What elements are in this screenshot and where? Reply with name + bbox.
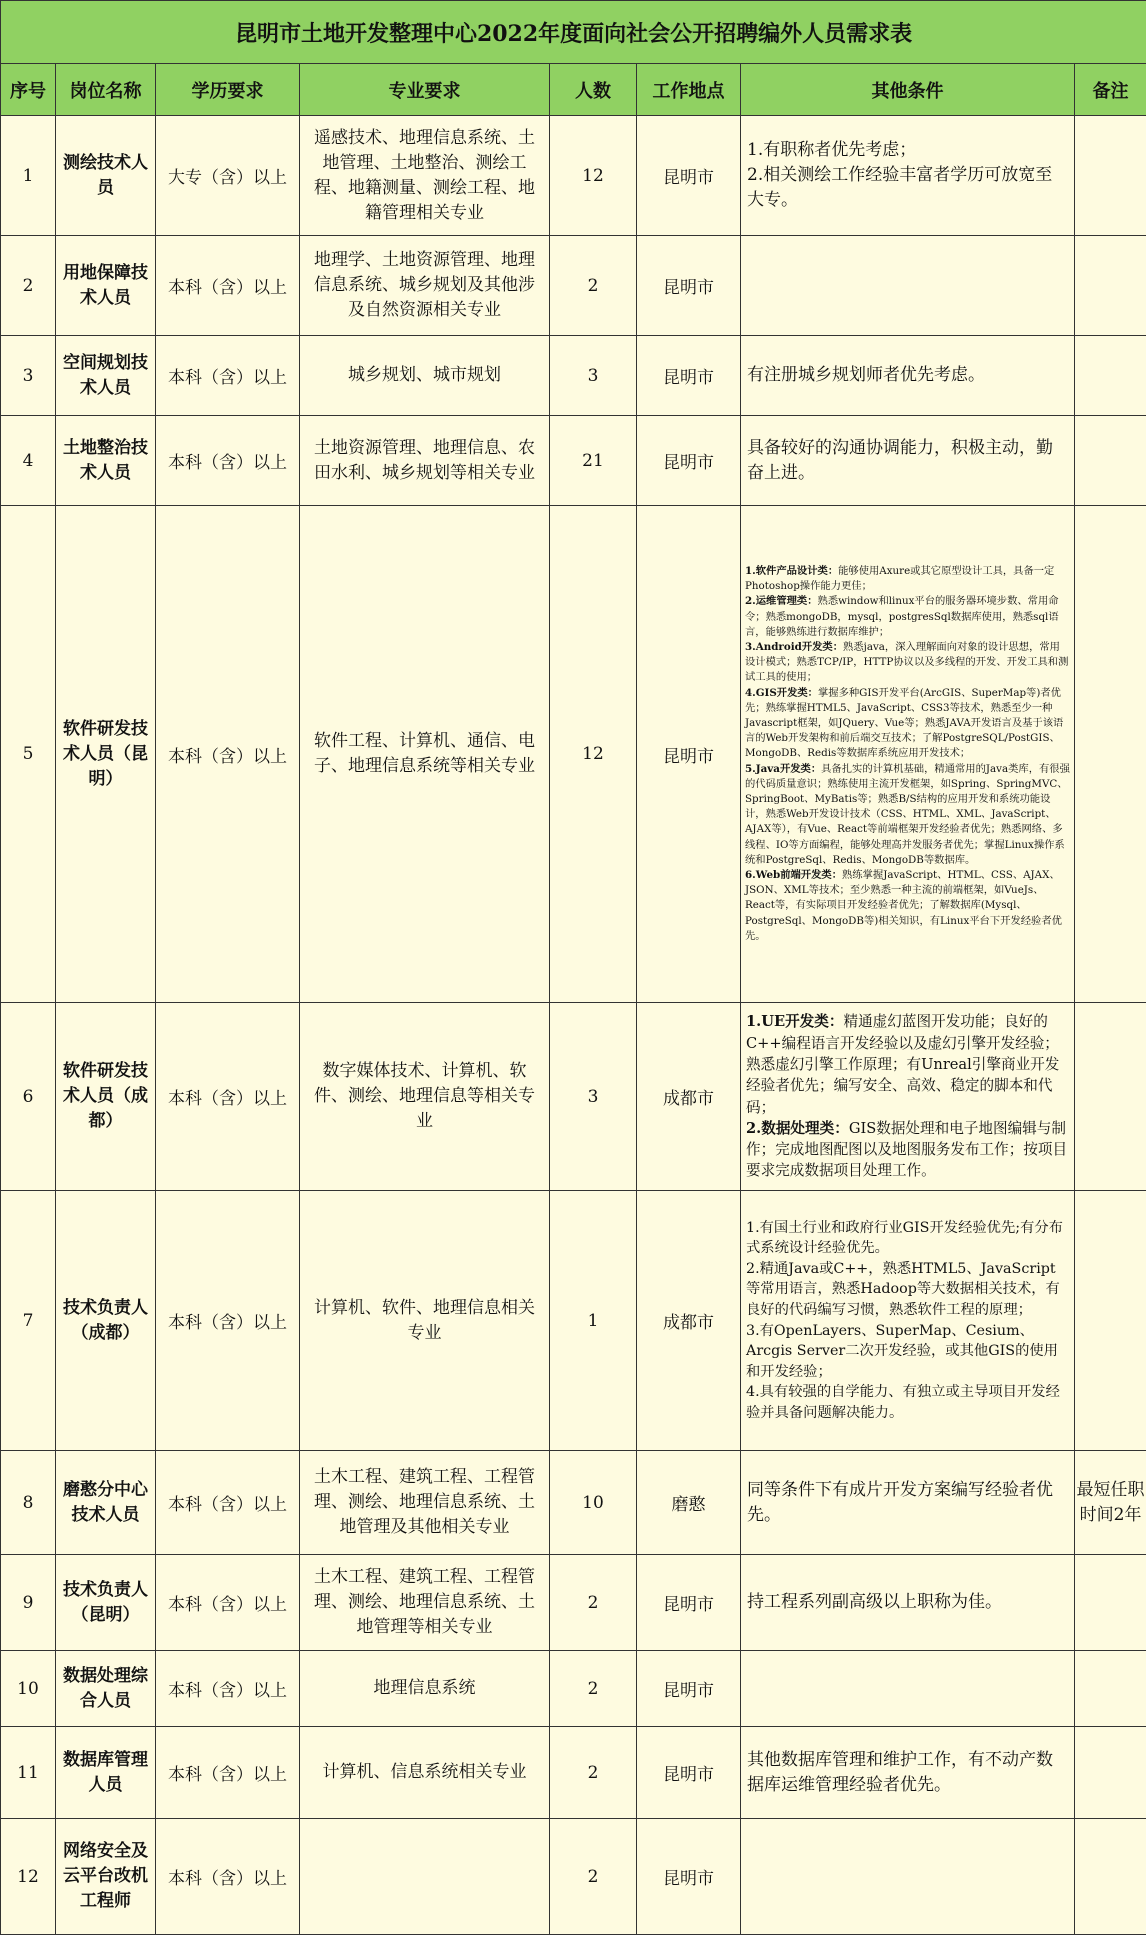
cell-no: 3 [1, 336, 56, 416]
cell-no: 6 [1, 1003, 56, 1191]
cell-no: 5 [1, 506, 56, 1003]
cell-major: 地理信息系统 [300, 1651, 550, 1727]
cell-no: 8 [1, 1451, 56, 1555]
cell-position: 测绘技术人员 [56, 116, 156, 236]
cell-other [741, 1003, 1075, 1191]
cell-education: 本科（含）以上 [156, 1727, 300, 1819]
table-row [1, 1003, 1146, 1191]
cell-education: 本科（含）以上 [156, 1819, 300, 1935]
other-line: 3.有OpenLayers、SuperMap、Cesium、Arcgis Server二次开发经验，或其他GIS的使用和开发经验； [746, 1322, 1058, 1380]
other-item [745, 640, 1070, 686]
cell-location: 昆明市 [637, 416, 741, 506]
cell-count: 12 [550, 506, 637, 1003]
header-position: 岗位名称 [56, 64, 156, 116]
cell-location: 昆明市 [637, 336, 741, 416]
cell-location: 昆明市 [637, 1555, 741, 1651]
table-row [1, 1819, 1146, 1935]
cell-major: 计算机、信息系统相关专业 [300, 1727, 550, 1819]
other-line: 2.精通Java或C++，熟悉HTML5、JavaScript等常用语言，熟悉Hadoop等大数据相关技术，有良好的代码编写习惯，熟悉软件工程的原理； [746, 1260, 1060, 1318]
cell-count: 2 [550, 1651, 637, 1727]
other-line: 持工程系列副高级以上职称为佳。 [747, 1592, 1002, 1612]
other-item-label: 2.数据处理类： [746, 1119, 849, 1137]
other-item-text: 熟悉window和linux平台的服务器环境步数、常用命令；熟悉mongoDB，mysql，postgresSql数据库使用，熟悉sql语言，能够熟练进行数据库维护； [745, 595, 1059, 638]
cell-note [1075, 506, 1146, 1003]
cell-other [741, 236, 1075, 336]
header-education: 学历要求 [156, 64, 300, 116]
cell-note [1075, 236, 1146, 336]
other-item [746, 1118, 1069, 1182]
table-title: 昆明市土地开发整理中心2022年度面向社会公开招聘编外人员需求表 [1, 1, 1146, 64]
cell-other [741, 1651, 1075, 1727]
cell-count: 2 [550, 236, 637, 336]
header-other: 其他条件 [741, 64, 1075, 116]
cell-note [1075, 416, 1146, 506]
table-row [1, 1727, 1146, 1819]
cell-position: 空间规划技术人员 [56, 336, 156, 416]
cell-major: 土木工程、建筑工程、工程管理、测绘、地理信息系统、土地管理及其他相关专业 [300, 1451, 550, 1555]
cell-other [741, 336, 1075, 416]
other-item-text: 熟练掌握JavaScript、HTML、CSS、AJAX、JSON、XML等技术；至少熟悉一种主流的前端框架，如VueJs、React等，有实际项目开发经验者优先；了解数据库(Mysql、PostgreSql、MongoDB等)相关知识，有Linux平台下开发经验者优先。 [745, 869, 1062, 942]
cell-count: 1 [550, 1191, 637, 1451]
cell-note [1075, 1555, 1146, 1651]
cell-position: 磨憨分中心技术人员 [56, 1451, 156, 1555]
other-item-label: 3.Android开发类： [745, 640, 844, 653]
other-item-label: 1.软件产品设计类： [745, 564, 839, 577]
header-no: 序号 [1, 64, 56, 116]
other-item-text: 掌握多种GIS开发平台(ArcGIS、SuperMap等)者优先；熟练掌握HTML5、JavaScript、CSS3等技术，熟悉至少一种Javascript框架，如JQuery、Vue等；熟悉JAVA开发语言及基于该语言的Web开发架构和前后端交互技术；了解PostgreSQL/PostGIS、MongoDB、Redis等数据库系统应用开发技术； [745, 686, 1064, 760]
cell-count: 2 [550, 1555, 637, 1651]
cell-major: 遥感技术、地理信息系统、土地管理、土地整治、测绘工程、地籍测量、测绘工程、地籍管理相关专业 [300, 116, 550, 236]
other-item-text: 熟悉java，深入理解面向对象的设计思想，常用设计模式；熟悉TCP/IP，HTTP协议以及多线程的开发、开发工具和测试工具的使用； [745, 640, 1069, 684]
cell-position: 技术负责人（昆明） [56, 1555, 156, 1651]
table-row [1, 506, 1146, 1003]
table-row [1, 1191, 1146, 1451]
cell-major: 土木工程、建筑工程、工程管理、测绘、地理信息系统、土地管理等相关专业 [300, 1555, 550, 1651]
other-line: 有注册城乡规划师者优先考虑。 [747, 365, 985, 385]
cell-position: 数据库管理人员 [56, 1727, 156, 1819]
cell-major: 软件工程、计算机、通信、电子、地理信息系统等相关专业 [300, 506, 550, 1003]
cell-count: 2 [550, 1727, 637, 1819]
cell-location: 昆明市 [637, 236, 741, 336]
other-item-text: 能够使用Axure或其它原型设计工具，具备一定Photoshop操作能力更佳； [745, 564, 1055, 593]
cell-education: 本科（含）以上 [156, 1451, 300, 1555]
cell-education: 本科（含）以上 [156, 1003, 300, 1191]
table-row [1, 1451, 1146, 1555]
cell-education: 大专（含）以上 [156, 116, 300, 236]
cell-position: 软件研发技术人员（昆明） [56, 506, 156, 1003]
cell-major: 地理学、土地资源管理、地理信息系统、城乡规划及其他涉及自然资源相关专业 [300, 236, 550, 336]
other-line: 4.具有较强的自学能力、有独立或主导项目开发经验并具备问题解决能力。 [746, 1384, 1060, 1421]
cell-education: 本科（含）以上 [156, 506, 300, 1003]
other-item [745, 762, 1070, 868]
cell-note [1075, 1651, 1146, 1727]
cell-location: 昆明市 [637, 1651, 741, 1727]
cell-position: 网络安全及云平台改机工程师 [56, 1819, 156, 1935]
other-item-label: 6.Web前端开发类： [745, 869, 843, 882]
cell-no: 10 [1, 1651, 56, 1727]
cell-position: 用地保障技术人员 [56, 236, 156, 336]
cell-note: 最短任职时间2年 [1075, 1451, 1146, 1555]
table-row [1, 1555, 1146, 1651]
table-row [1, 336, 1146, 416]
other-line: 2.相关测绘工作经验丰富者学历可放宽至大专。 [747, 165, 1053, 210]
cell-note [1075, 1191, 1146, 1451]
cell-other [741, 1555, 1075, 1651]
cell-count: 10 [550, 1451, 637, 1555]
cell-count: 2 [550, 1819, 637, 1935]
other-item [745, 868, 1070, 944]
table-row [1, 236, 1146, 336]
cell-location: 昆明市 [637, 506, 741, 1003]
cell-education: 本科（含）以上 [156, 1555, 300, 1651]
other-item-label: 4.GIS开发类： [745, 686, 818, 699]
cell-position: 软件研发技术人员（成都） [56, 1003, 156, 1191]
cell-major: 计算机、软件、地理信息相关专业 [300, 1191, 550, 1451]
cell-no: 2 [1, 236, 56, 336]
cell-major: 城乡规划、城市规划 [300, 336, 550, 416]
cell-other [741, 116, 1075, 236]
cell-position: 数据处理综合人员 [56, 1651, 156, 1727]
cell-position: 技术负责人（成都） [56, 1191, 156, 1451]
cell-location: 成都市 [637, 1191, 741, 1451]
cell-count: 21 [550, 416, 637, 506]
other-item [746, 1011, 1069, 1117]
cell-location: 磨憨 [637, 1451, 741, 1555]
header-major: 专业要求 [300, 64, 550, 116]
other-item-label: 1.UE开发类： [746, 1013, 844, 1031]
cell-education: 本科（含）以上 [156, 1191, 300, 1451]
other-line: 1.有国土行业和政府行业GIS开发经验优先;有分布式系统设计经验优先。 [746, 1219, 1063, 1257]
other-item [745, 564, 1070, 594]
cell-other [741, 416, 1075, 506]
cell-no: 11 [1, 1727, 56, 1819]
cell-major: 数字媒体技术、计算机、软件、测绘、地理信息等相关专业 [300, 1003, 550, 1191]
cell-position: 土地整治技术人员 [56, 416, 156, 506]
other-item-text: GIS数据处理和电子地图编辑与制作；完成地图配图以及地图服务发布工作；按项目要求完成数据项目处理工作。 [746, 1119, 1068, 1180]
cell-location: 昆明市 [637, 1819, 741, 1935]
table-row [1, 1651, 1146, 1727]
other-line: 1.有职称者优先考虑； [747, 140, 917, 160]
other-line: 具备较好的沟通协调能力，积极主动，勤奋上进。 [747, 437, 1053, 483]
cell-education: 本科（含）以上 [156, 416, 300, 506]
cell-note [1075, 336, 1146, 416]
other-line: 同等条件下有成片开发方案编写经验者优先。 [747, 1479, 1053, 1525]
cell-note [1075, 1819, 1146, 1935]
cell-no: 12 [1, 1819, 56, 1935]
header-location: 工作地点 [637, 64, 741, 116]
other-item-label: 5.Java开发类： [745, 762, 822, 775]
table-row [1, 416, 1146, 506]
other-item-label: 2.运维管理类： [745, 595, 818, 608]
cell-location: 昆明市 [637, 1727, 741, 1819]
header-row [1, 64, 1146, 116]
cell-no: 1 [1, 116, 56, 236]
cell-location: 成都市 [637, 1003, 741, 1191]
cell-major: 土地资源管理、地理信息、农田水利、城乡规划等相关专业 [300, 416, 550, 506]
cell-count: 3 [550, 336, 637, 416]
cell-other [741, 1451, 1075, 1555]
header-note: 备注 [1075, 64, 1146, 116]
other-item [745, 686, 1070, 762]
cell-note [1075, 116, 1146, 236]
header-count: 人数 [550, 64, 637, 116]
cell-no: 7 [1, 1191, 56, 1451]
cell-note [1075, 1727, 1146, 1819]
other-line: 其他数据库管理和维护工作，有不动产数据库运维管理经验者优先。 [747, 1749, 1053, 1795]
cell-location: 昆明市 [637, 116, 741, 236]
cell-education: 本科（含）以上 [156, 236, 300, 336]
cell-note [1075, 1003, 1146, 1191]
table-row [1, 116, 1146, 236]
cell-count: 12 [550, 116, 637, 236]
cell-other [741, 506, 1075, 1003]
cell-other [741, 1191, 1075, 1451]
other-item [745, 594, 1070, 640]
cell-education: 本科（含）以上 [156, 1651, 300, 1727]
other-item-text: 精通虚幻蓝图开发功能；良好的C++编程语言开发经验以及虚幻引擎开发经验；熟悉虚幻引擎工作原理；有Unreal引擎商业开发经验者优先；编写安全、高效、稳定的脚本和代码； [746, 1013, 1060, 1116]
cell-count: 3 [550, 1003, 637, 1191]
cell-education: 本科（含）以上 [156, 336, 300, 416]
cell-no: 9 [1, 1555, 56, 1651]
cell-other [741, 1727, 1075, 1819]
cell-major [300, 1819, 550, 1935]
cell-no: 4 [1, 416, 56, 506]
other-item-text: 具备扎实的计算机基础，精通常用的Java类库，有很强的代码质量意识；熟练使用主流开发框架，如Spring、SpringMVC、SpringBoot、MyBatis等；熟悉B/S结构的应用开发和系统功能设计，熟悉Web开发设计技术（CSS、HTML、XML、JavaScript、AJAX等），有Vue、React等前端框架开发经验者优先；熟悉网络、多线程、IO等方面编程，能够处理高并发服务者优先；掌握Linux操作系统和PostgreSql、Redis、MongoDB等数据库。 [745, 762, 1070, 866]
cell-other [741, 1819, 1075, 1935]
